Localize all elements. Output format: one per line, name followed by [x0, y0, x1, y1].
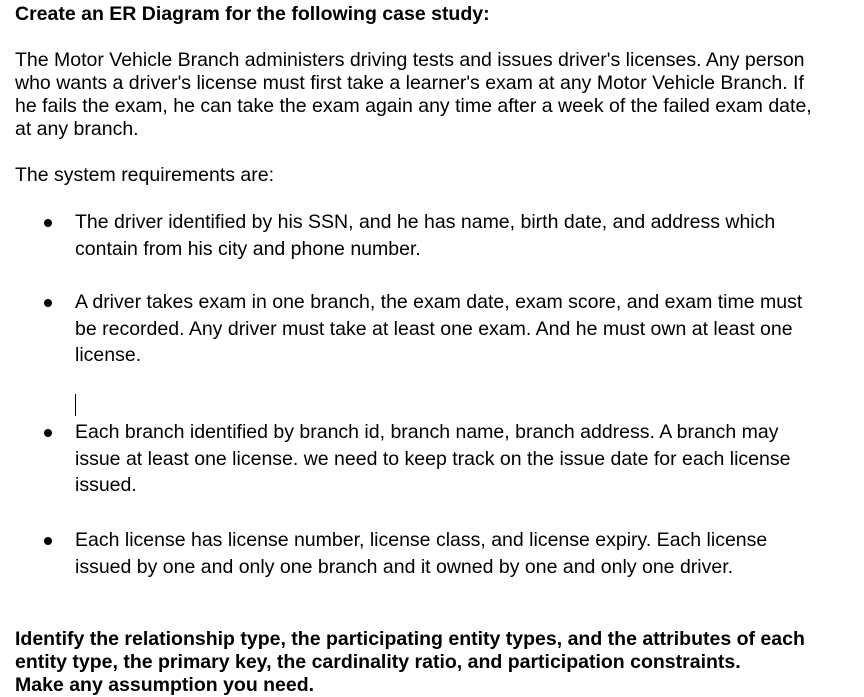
- footer-line: Identify the relationship type, the participating entity types, and the attributes of each: [15, 628, 805, 650]
- intro-paragraph: The Motor Vehicle Branch administers driving tests and issues driver's licenses. Any person who wants a driver's license must first take a learner's exam at any Motor Vehicle Branch. If he fails the exam, he can take the exam again any time after a week of the failed exam date, at any branch.: [15, 49, 812, 140]
- requirements-title: The system requirements are:: [15, 164, 275, 186]
- requirement-text: A driver takes exam in one branch, the exam date, exam score, and exam time must be recorded. Any driver must take at least one exam. And he must own at least one license.: [75, 291, 803, 366]
- bullet-icon: [44, 219, 52, 227]
- requirement-text: Each license has license number, license class, and license expiry. Each license issued by one and only one branch and it owned by one and only one driver.: [75, 529, 768, 578]
- requirement-text: Each branch identified by branch id, branch name, branch address. A branch may issue at least one license. we need to keep track on the issue date for each license issued.: [75, 421, 791, 496]
- bullet-icon: [44, 299, 52, 307]
- requirement-text: The driver identified by his SSN, and he has name, birth date, and address which contain from his city and phone number.: [75, 211, 776, 260]
- bullet-icon: [44, 429, 52, 437]
- instructions-footer: [15, 628, 845, 697]
- document-heading: Create an ER Diagram for the following case study:: [15, 3, 490, 25]
- footer-line: entity type, the primary key, the cardinality ratio, and participation constraints.: [15, 651, 741, 673]
- footer-line: Make any assumption you need.: [15, 674, 315, 696]
- bullet-icon: [44, 537, 52, 545]
- text-cursor: [75, 394, 76, 416]
